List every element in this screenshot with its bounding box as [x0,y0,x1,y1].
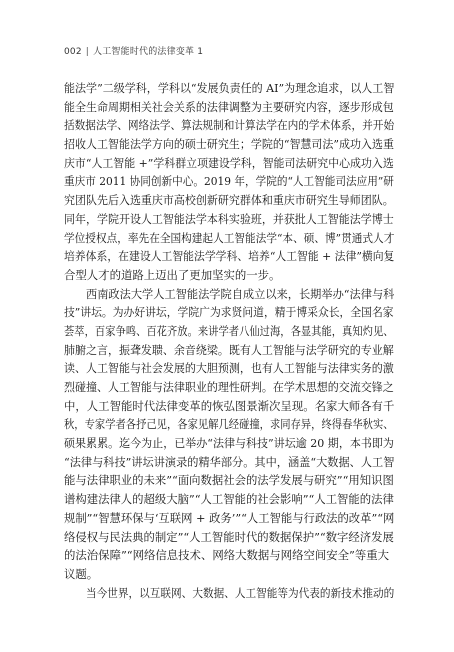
text-line: 规制”“智慧环保与‘互联网 + 政务’”“人工智能与行政法的改革”“网 [64,510,394,525]
text-line: 荟萃，百家争鸣、百花齐放。来讲学者八仙过海，各显其能，真知灼见、 [64,323,394,338]
text-line: 西南政法大学人工智能法学院自成立以来，长期举办“法律与科 [86,286,394,301]
text-line: 庆市“人工智能 +”学科群立项建设学科，智能司法研究中心成功入选 [64,155,394,170]
paragraph [64,285,394,584]
text-line: 秋，专家学者各抒己见，各家见解几经碰撞，求同存异，终得春华秋实、 [64,417,394,432]
text-line: 议题。 [64,566,99,581]
text-line: 当今世界，以互联网、大数据、人工智能等为代表的新技术推动的 [86,585,394,600]
text-line: 中，人工智能时代法律变革的恢弘图景渐次呈现。名家大师各有千 [64,398,394,413]
text-line: 能法学”二级学科，学科以“发展负责任的 AI”为理念追求，以人工智 [64,81,394,95]
text-line: 招收人工智能法学方向的硕士研究生；学院的“智慧司法”成功入选重 [64,137,394,152]
text-line: 烈碰撞、人工智能与法律职业的理性研判。在学术思想的交流交锋之 [64,380,394,394]
text-line: 读、人工智能与社会发展的大胆预测，也有人工智能与法律实务的激 [64,361,394,376]
text-line: “法律与科技”讲坛讲演录的精华部分。其中，涵盖“大数据、人工智 [64,454,394,469]
text-line: 肺腑之言，振聋发聩、余音绕梁。既有人工智能与法学研究的专业解 [64,342,394,357]
text-line: 同年，学院开设人工智能法学本科实验班，并获批人工智能法学博士 [64,211,394,226]
body-text [64,79,394,602]
text-line: 合型人才的道路上迈出了更加坚实的一步。 [64,267,281,282]
text-line: 络侵权与民法典的制定”“人工智能时代的数据保护”“数字经济发展 [64,529,394,544]
paragraph [64,584,394,603]
running-header [64,44,203,57]
running-title: 人工智能时代的法律变革 1 [93,47,204,57]
text-line: 能与法律职业的未来”“面向数据社会的法学发展与研究”“用知识图 [64,473,394,488]
text-line: 培养体系，在建设人工智能法学学科、培养“人工智能 + 法律”横向复 [64,249,394,264]
text-line: 的法治保障”“网络信息技术、网络大数据与网络空间安全”等重大 [64,548,390,563]
text-line: 学位授权点，率先在全国构建起人工智能法学“本、硕、博”贯通式人才 [64,230,394,245]
text-line: 括数据法学、网络法学、算法规制和计算法学在内的学术体系，并开始 [64,118,394,133]
text-line: 谱构建法律人的超级大脑”“人工智能的社会影响”“人工智能的法律 [64,492,394,507]
text-line: 能全生命周期相关社会关系的法律调整为主要研究内容，逐步形成包 [64,99,394,114]
text-line: 究团队先后入选重庆市高校创新研究群体和重庆市研究生导师团队。 [64,193,394,208]
header-separator: | [85,47,90,57]
text-line: 重庆市 2011 协同创新中心。2019 年，学院的“人工智能司法应用”研 [64,174,394,189]
page-number: 002 [64,47,82,57]
text-line: 技”讲坛。为办好讲坛，学院广为求贤问道，精于博采众长，全国名家 [64,305,394,320]
paragraph [64,79,394,285]
text-line: 硕果累累。迄今为止，已举办“法律与科技”讲坛逾 20 期，本书即为 [64,436,394,451]
